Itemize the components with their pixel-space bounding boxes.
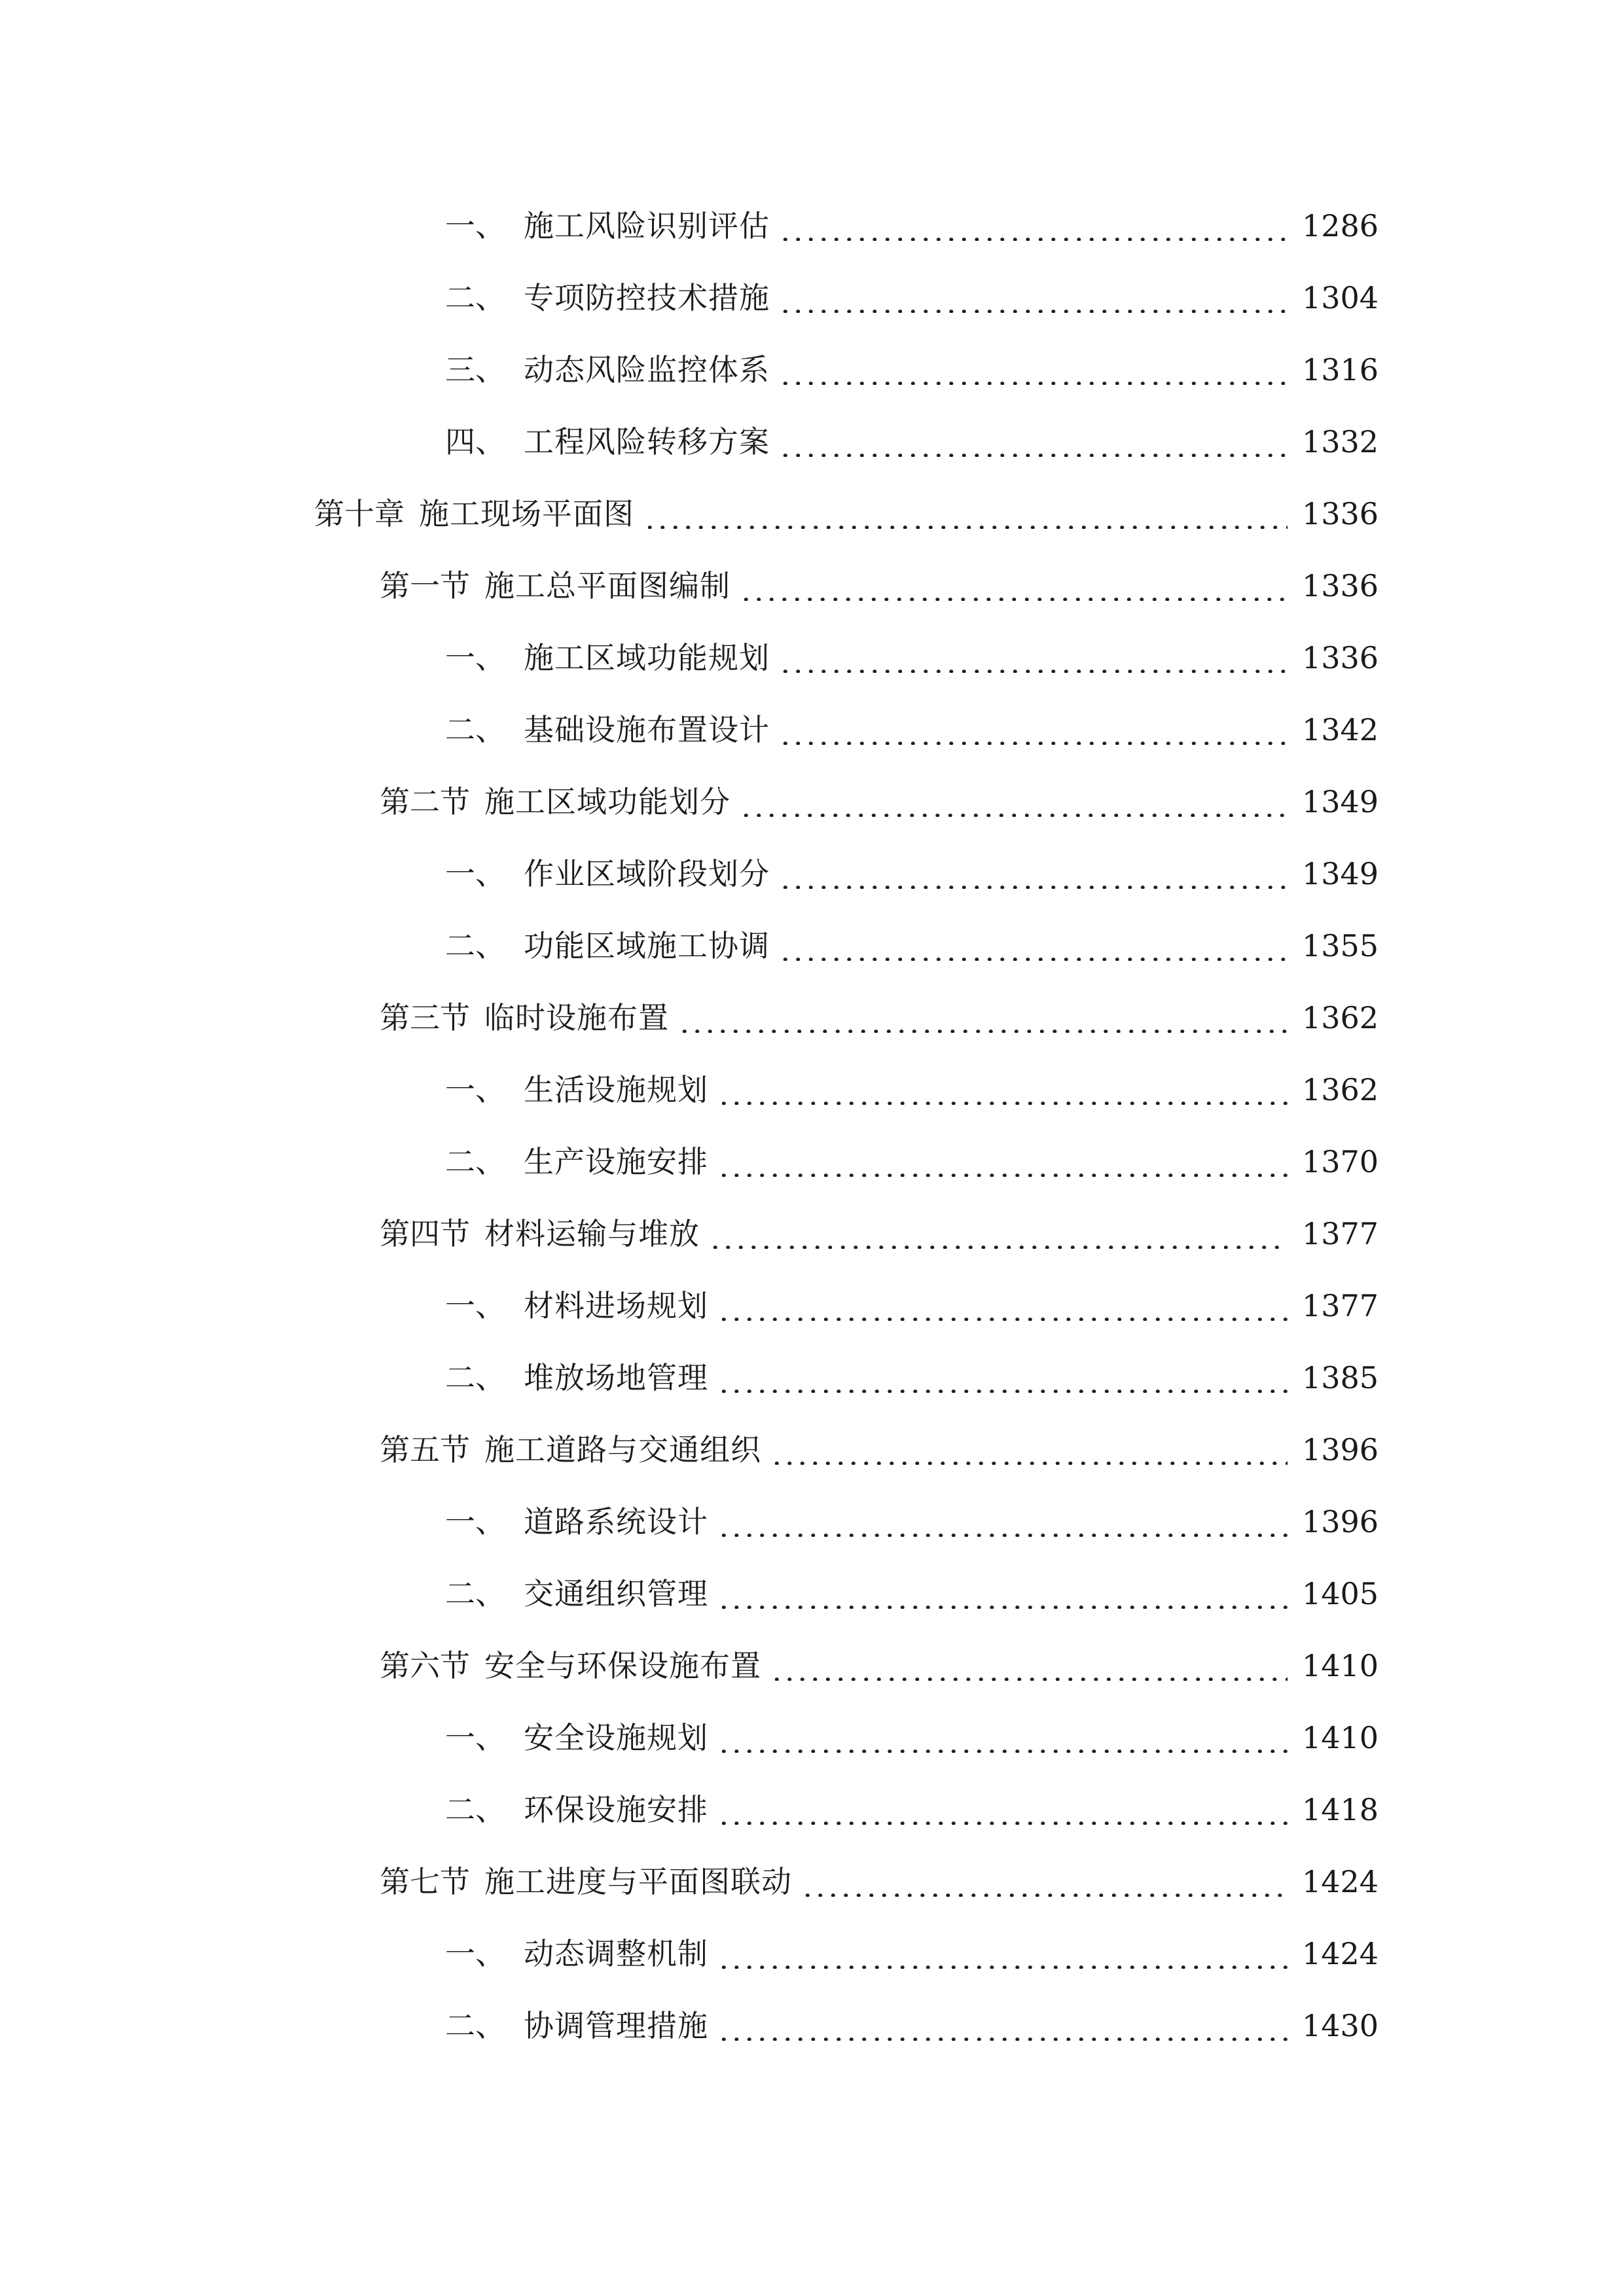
toc-entry[interactable] [0,334,1624,406]
entry-page-number: 1377 [1302,1216,1379,1251]
entry-page-number: 1342 [1302,712,1379,747]
entry-number: 第三节 [380,1000,470,1035]
entry-page-number: 1316 [1302,352,1379,387]
dot-leader [717,1075,1288,1105]
entry-title: 临时设施布置 [484,1000,669,1035]
dot-leader [717,1795,1288,1825]
toc-chapter-entry[interactable] [0,478,1624,550]
entry-number: 三、 [445,352,505,387]
entry-page-number: 1410 [1302,1720,1379,1755]
entry-page-number: 1410 [1302,1648,1379,1683]
toc-entry[interactable] [0,406,1624,478]
toc-section-entry[interactable] [0,1630,1624,1702]
toc-entry[interactable] [0,1054,1624,1126]
entry-number: 一、 [445,856,505,891]
entry-title: 施工进度与平面图联动 [484,1864,792,1899]
entry-page-number: 1424 [1302,1864,1379,1899]
entry-page-number: 1370 [1302,1144,1379,1179]
entry-number: 一、 [445,640,505,675]
entry-number: 一、 [445,1072,505,1107]
entry-page-number: 1332 [1302,424,1379,459]
entry-number: 四、 [445,424,505,459]
entry-title: 施工总平面图编制 [484,568,731,603]
entry-title: 安全与环保设施布置 [484,1648,761,1683]
entry-number: 第五节 [380,1432,470,1467]
table-of-contents [0,190,1624,2062]
entry-title: 动态调整机制 [524,1936,708,1971]
toc-section-entry[interactable] [0,1414,1624,1486]
toc-entry[interactable] [0,1702,1624,1774]
entry-page-number: 1362 [1302,1072,1379,1107]
entry-title: 施工风险识别评估 [524,208,770,243]
entry-title: 作业区域阶段划分 [524,856,770,891]
entry-number: 第七节 [380,1864,470,1899]
entry-title: 功能区域施工协调 [524,928,770,963]
entry-number: 一、 [445,1288,505,1323]
entry-number: 一、 [445,1720,505,1755]
entry-title: 施工道路与交通组织 [484,1432,761,1467]
toc-entry[interactable] [0,190,1624,262]
dot-leader [770,1435,1288,1465]
entry-page-number: 1362 [1302,1000,1379,1035]
toc-entry[interactable] [0,1918,1624,1990]
dot-leader [779,931,1288,961]
entry-page-number: 1336 [1302,568,1379,603]
entry-number: 第四节 [380,1216,470,1251]
entry-title: 施工区域功能划分 [484,784,731,819]
entry-page-number: 1430 [1302,2008,1379,2043]
entry-number: 二、 [445,1792,505,1827]
entry-number: 第一节 [380,568,470,603]
entry-number: 二、 [445,1360,505,1395]
toc-entry[interactable] [0,910,1624,982]
entry-page-number: 1385 [1302,1360,1379,1395]
toc-entry[interactable] [0,622,1624,694]
dot-leader [717,1363,1288,1393]
toc-entry[interactable] [0,838,1624,910]
entry-page-number: 1349 [1302,784,1379,819]
toc-entry[interactable] [0,694,1624,766]
entry-page-number: 1418 [1302,1792,1379,1827]
toc-entry[interactable] [0,1486,1624,1558]
entry-title: 基础设施布置设计 [524,712,770,747]
toc-entry[interactable] [0,1342,1624,1414]
entry-number: 二、 [445,928,505,963]
entry-number: 二、 [445,1144,505,1179]
entry-title: 专项防控技术措施 [524,280,770,315]
toc-section-entry[interactable] [0,550,1624,622]
entry-title: 材料进场规划 [524,1288,708,1323]
dot-leader [770,1651,1288,1681]
dot-leader [779,283,1288,313]
entry-title: 动态风险监控体系 [524,352,770,387]
entry-page-number: 1405 [1302,1576,1379,1611]
toc-entry[interactable] [0,1558,1624,1630]
toc-entry[interactable] [0,1270,1624,1342]
dot-leader [717,1291,1288,1321]
dot-leader [643,499,1288,529]
entry-page-number: 1396 [1302,1432,1379,1467]
toc-entry[interactable] [0,1990,1624,2062]
dot-leader [779,715,1288,745]
entry-page-number: 1355 [1302,928,1379,963]
entry-title: 生产设施安排 [524,1144,708,1179]
entry-title: 交通组织管理 [524,1576,708,1611]
entry-title: 工程风险转移方案 [524,424,770,459]
toc-section-entry[interactable] [0,1846,1624,1918]
entry-page-number: 1424 [1302,1936,1379,1971]
entry-title: 道路系统设计 [524,1504,708,1539]
entry-page-number: 1336 [1302,496,1379,531]
dot-leader [779,859,1288,889]
entry-number: 一、 [445,1936,505,1971]
entry-number: 二、 [445,2008,505,2043]
entry-page-number: 1377 [1302,1288,1379,1323]
entry-number: 第十章 [314,496,405,531]
entry-number: 一、 [445,208,505,243]
dot-leader [717,1579,1288,1609]
toc-section-entry[interactable] [0,982,1624,1054]
toc-section-entry[interactable] [0,1198,1624,1270]
entry-title: 协调管理措施 [524,2008,708,2043]
dot-leader [678,1003,1288,1033]
entry-page-number: 1349 [1302,856,1379,891]
toc-section-entry[interactable] [0,766,1624,838]
entry-number: 二、 [445,280,505,315]
toc-entry[interactable] [0,262,1624,334]
entry-title: 堆放场地管理 [524,1360,708,1395]
dot-leader [709,1219,1288,1249]
dot-leader [801,1867,1288,1897]
toc-entry[interactable] [0,1126,1624,1198]
dot-leader [717,1147,1288,1177]
dot-leader [779,355,1288,385]
entry-number: 一、 [445,1504,505,1539]
entry-number: 二、 [445,712,505,747]
dot-leader [717,1723,1288,1753]
entry-page-number: 1336 [1302,640,1379,675]
entry-page-number: 1286 [1302,208,1379,243]
entry-number: 二、 [445,1576,505,1611]
entry-page-number: 1396 [1302,1504,1379,1539]
dot-leader [717,1939,1288,1969]
dot-leader [779,211,1288,241]
dot-leader [779,643,1288,673]
toc-entry[interactable] [0,1774,1624,1846]
entry-title: 安全设施规划 [524,1720,708,1755]
entry-number: 第六节 [380,1648,470,1683]
dot-leader [779,427,1288,457]
entry-number: 第二节 [380,784,470,819]
dot-leader [717,1507,1288,1537]
entry-page-number: 1304 [1302,280,1379,315]
dot-leader [740,787,1288,817]
entry-title: 施工现场平面图 [419,496,634,531]
entry-title: 施工区域功能规划 [524,640,770,675]
entry-title: 环保设施安排 [524,1792,708,1827]
entry-title: 材料运输与堆放 [484,1216,700,1251]
dot-leader [717,2011,1288,2041]
entry-title: 生活设施规划 [524,1072,708,1107]
dot-leader [740,571,1288,601]
